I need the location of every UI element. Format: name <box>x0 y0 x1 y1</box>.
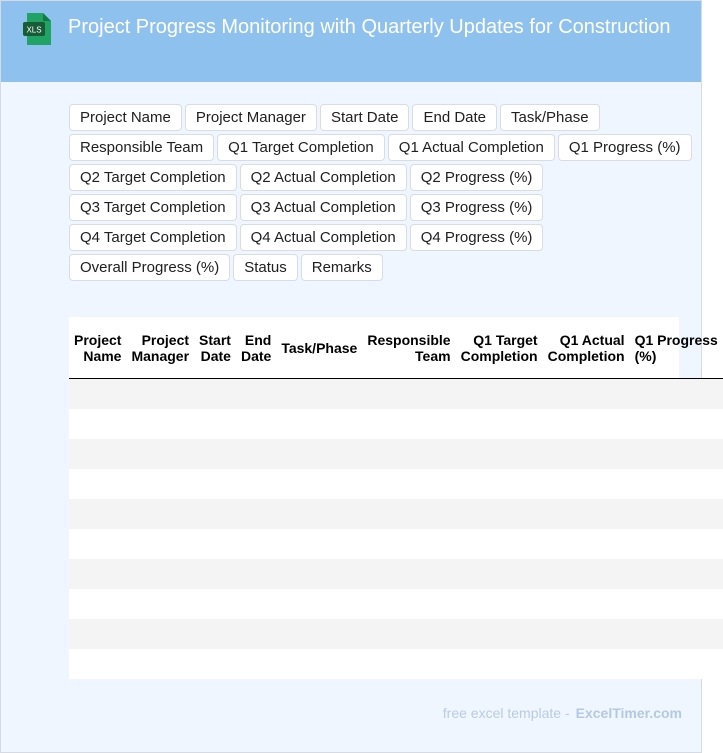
table-cell[interactable] <box>543 469 630 499</box>
table-row <box>69 619 723 649</box>
table-row <box>69 649 723 679</box>
table-cell[interactable] <box>630 619 723 649</box>
table-cell[interactable] <box>69 379 126 410</box>
column-header[interactable] <box>630 317 723 379</box>
table-cell[interactable] <box>194 589 236 619</box>
field-chip[interactable]: Q1 Target Completion <box>217 134 385 161</box>
field-chip[interactable]: Q3 Target Completion <box>69 194 237 221</box>
field-chip[interactable]: Q4 Actual Completion <box>240 224 407 251</box>
field-chip[interactable]: Project Name <box>69 104 182 131</box>
table-cell[interactable] <box>126 499 194 529</box>
column-header-label: Project <box>74 331 122 348</box>
table-cell[interactable] <box>456 499 543 529</box>
table-cell[interactable] <box>126 469 194 499</box>
table-cell[interactable] <box>69 439 126 469</box>
table-row <box>69 529 723 559</box>
table-cell[interactable] <box>543 409 630 439</box>
table-cell[interactable] <box>630 469 723 499</box>
table-cell[interactable] <box>543 529 630 559</box>
table-cell[interactable] <box>126 439 194 469</box>
field-chip[interactable]: End Date <box>412 104 497 131</box>
table-cell[interactable] <box>236 469 276 499</box>
table-row <box>69 409 723 439</box>
table-cell[interactable] <box>69 499 126 529</box>
field-chip[interactable]: Q3 Progress (%) <box>410 194 544 221</box>
column-header[interactable] <box>69 317 126 379</box>
column-header-label: Team <box>415 347 451 364</box>
table-cell[interactable] <box>126 529 194 559</box>
table-cell[interactable] <box>236 559 276 589</box>
table-cell[interactable] <box>543 379 630 410</box>
logo-text: XLS <box>26 25 42 35</box>
table-cell[interactable] <box>276 409 362 439</box>
table-cell[interactable] <box>630 649 723 679</box>
field-chip[interactable]: Remarks <box>301 254 383 281</box>
table-cell[interactable] <box>69 649 126 679</box>
column-header-label: Date <box>200 347 231 364</box>
table-cell[interactable] <box>194 439 236 469</box>
table-row <box>69 559 723 589</box>
table-row <box>69 469 723 499</box>
table-row <box>69 379 723 410</box>
table-cell[interactable] <box>456 439 543 469</box>
column-header-label: Completion <box>460 347 538 364</box>
field-chip-list <box>69 104 699 281</box>
table-cell[interactable] <box>276 529 362 559</box>
table-cell[interactable] <box>194 649 236 679</box>
field-chip[interactable]: Q1 Progress (%) <box>558 134 692 161</box>
table-cell[interactable] <box>630 379 723 410</box>
table-cell[interactable] <box>543 499 630 529</box>
column-header[interactable] <box>276 317 362 379</box>
table-cell[interactable] <box>236 439 276 469</box>
field-chip[interactable]: Q2 Actual Completion <box>240 164 407 191</box>
table-cell[interactable] <box>276 499 362 529</box>
table-cell[interactable] <box>630 589 723 619</box>
table-cell[interactable] <box>276 559 362 589</box>
table-cell[interactable] <box>194 529 236 559</box>
column-header[interactable] <box>236 317 276 379</box>
field-chip[interactable]: Q4 Progress (%) <box>410 224 544 251</box>
table-cell[interactable] <box>194 469 236 499</box>
table-cell[interactable] <box>456 529 543 559</box>
table-cell[interactable] <box>69 529 126 559</box>
table-cell[interactable] <box>456 469 543 499</box>
data-table <box>69 317 723 679</box>
table-cell[interactable] <box>456 379 543 410</box>
table-cell[interactable] <box>194 379 236 410</box>
field-chip[interactable]: Q1 Actual Completion <box>388 134 555 161</box>
table-cell[interactable] <box>126 589 194 619</box>
table-cell[interactable] <box>194 409 236 439</box>
table-cell[interactable] <box>236 379 276 410</box>
table-cell[interactable] <box>362 649 455 679</box>
table-cell[interactable] <box>456 559 543 589</box>
table-cell[interactable] <box>630 439 723 469</box>
table-cell[interactable] <box>276 379 362 410</box>
table-cell[interactable] <box>276 619 362 649</box>
column-header-label: Q1 Actual <box>559 331 625 348</box>
table-cell[interactable] <box>194 619 236 649</box>
table-cell[interactable] <box>126 559 194 589</box>
table-cell[interactable] <box>362 499 455 529</box>
table-cell[interactable] <box>276 439 362 469</box>
table-cell[interactable] <box>362 469 455 499</box>
column-header-label: Responsible <box>367 331 451 348</box>
page-title: Project Progress Monitoring with Quarterly Updates for Construction <box>68 16 671 38</box>
header-banner <box>1 1 701 82</box>
table-cell[interactable] <box>362 379 455 410</box>
table-cell[interactable] <box>362 619 455 649</box>
table-cell[interactable] <box>543 439 630 469</box>
field-chip[interactable]: Start Date <box>320 104 410 131</box>
table-row <box>69 499 723 529</box>
table-cell[interactable] <box>69 469 126 499</box>
column-header-label: End <box>244 331 272 348</box>
column-header-label: Q1 Target <box>473 331 538 348</box>
table-cell[interactable] <box>236 619 276 649</box>
table-cell[interactable] <box>126 649 194 679</box>
table-cell[interactable] <box>236 589 276 619</box>
field-chip[interactable]: Project Manager <box>185 104 317 131</box>
table-cell[interactable] <box>362 589 455 619</box>
column-header[interactable] <box>543 317 630 379</box>
footer-brand-link[interactable]: ExcelTimer.com <box>575 705 682 721</box>
table-cell[interactable] <box>630 559 723 589</box>
table-row <box>69 439 723 469</box>
table-cell[interactable] <box>69 409 126 439</box>
table-cell[interactable] <box>456 409 543 439</box>
table-cell[interactable] <box>194 559 236 589</box>
column-header-label: Manager <box>131 347 190 364</box>
table-cell[interactable] <box>69 559 126 589</box>
field-chip[interactable]: Q3 Actual Completion <box>240 194 407 221</box>
table-cell[interactable] <box>126 379 194 410</box>
field-chip[interactable]: Responsible Team <box>69 134 214 161</box>
footer <box>1 705 682 721</box>
table-cell[interactable] <box>543 559 630 589</box>
table-cell[interactable] <box>362 559 455 589</box>
column-header[interactable] <box>126 317 194 379</box>
table-cell[interactable] <box>126 409 194 439</box>
table-cell[interactable] <box>236 499 276 529</box>
table-cell[interactable] <box>276 469 362 499</box>
table-cell[interactable] <box>126 619 194 649</box>
footer-text: free excel template - <box>442 705 570 721</box>
table-cell[interactable] <box>69 619 126 649</box>
table-row <box>69 589 723 619</box>
table-cell[interactable] <box>362 529 455 559</box>
table-cell[interactable] <box>276 589 362 619</box>
table-cell[interactable] <box>236 649 276 679</box>
column-header[interactable] <box>362 317 455 379</box>
field-chip[interactable]: Task/Phase <box>500 104 600 131</box>
field-chip[interactable]: Q2 Progress (%) <box>410 164 544 191</box>
column-header[interactable] <box>456 317 543 379</box>
table-cell[interactable] <box>630 409 723 439</box>
table-cell[interactable] <box>236 409 276 439</box>
table-cell[interactable] <box>456 619 543 649</box>
table-cell[interactable] <box>69 589 126 619</box>
table-cell[interactable] <box>276 649 362 679</box>
field-chip[interactable]: Q4 Target Completion <box>69 224 237 251</box>
table-cell[interactable] <box>456 649 543 679</box>
column-header-label: Date <box>240 347 272 364</box>
table-cell[interactable] <box>456 589 543 619</box>
column-header-label: Task/Phase <box>281 339 358 356</box>
table-cell[interactable] <box>543 619 630 649</box>
table-cell[interactable] <box>362 409 455 439</box>
table-cell[interactable] <box>630 529 723 559</box>
table-cell[interactable] <box>543 649 630 679</box>
table-cell[interactable] <box>630 499 723 529</box>
data-table-container[interactable] <box>69 317 718 679</box>
field-chip[interactable]: Overall Progress (%) <box>69 254 230 281</box>
column-header-label: (%) <box>634 347 657 364</box>
column-header-label: Start <box>199 331 231 348</box>
column-header-label: Name <box>83 347 122 364</box>
column-header-label: Q1 Progress <box>634 331 718 348</box>
column-header-label: Project <box>141 331 190 348</box>
table-cell[interactable] <box>362 439 455 469</box>
table-header-row <box>69 317 723 379</box>
column-header[interactable] <box>194 317 236 379</box>
field-chip[interactable]: Q2 Target Completion <box>69 164 237 191</box>
table-cell[interactable] <box>194 499 236 529</box>
field-chip[interactable]: Status <box>233 254 298 281</box>
table-cell[interactable] <box>236 529 276 559</box>
table-cell[interactable] <box>543 589 630 619</box>
column-header-label: Completion <box>547 347 625 364</box>
